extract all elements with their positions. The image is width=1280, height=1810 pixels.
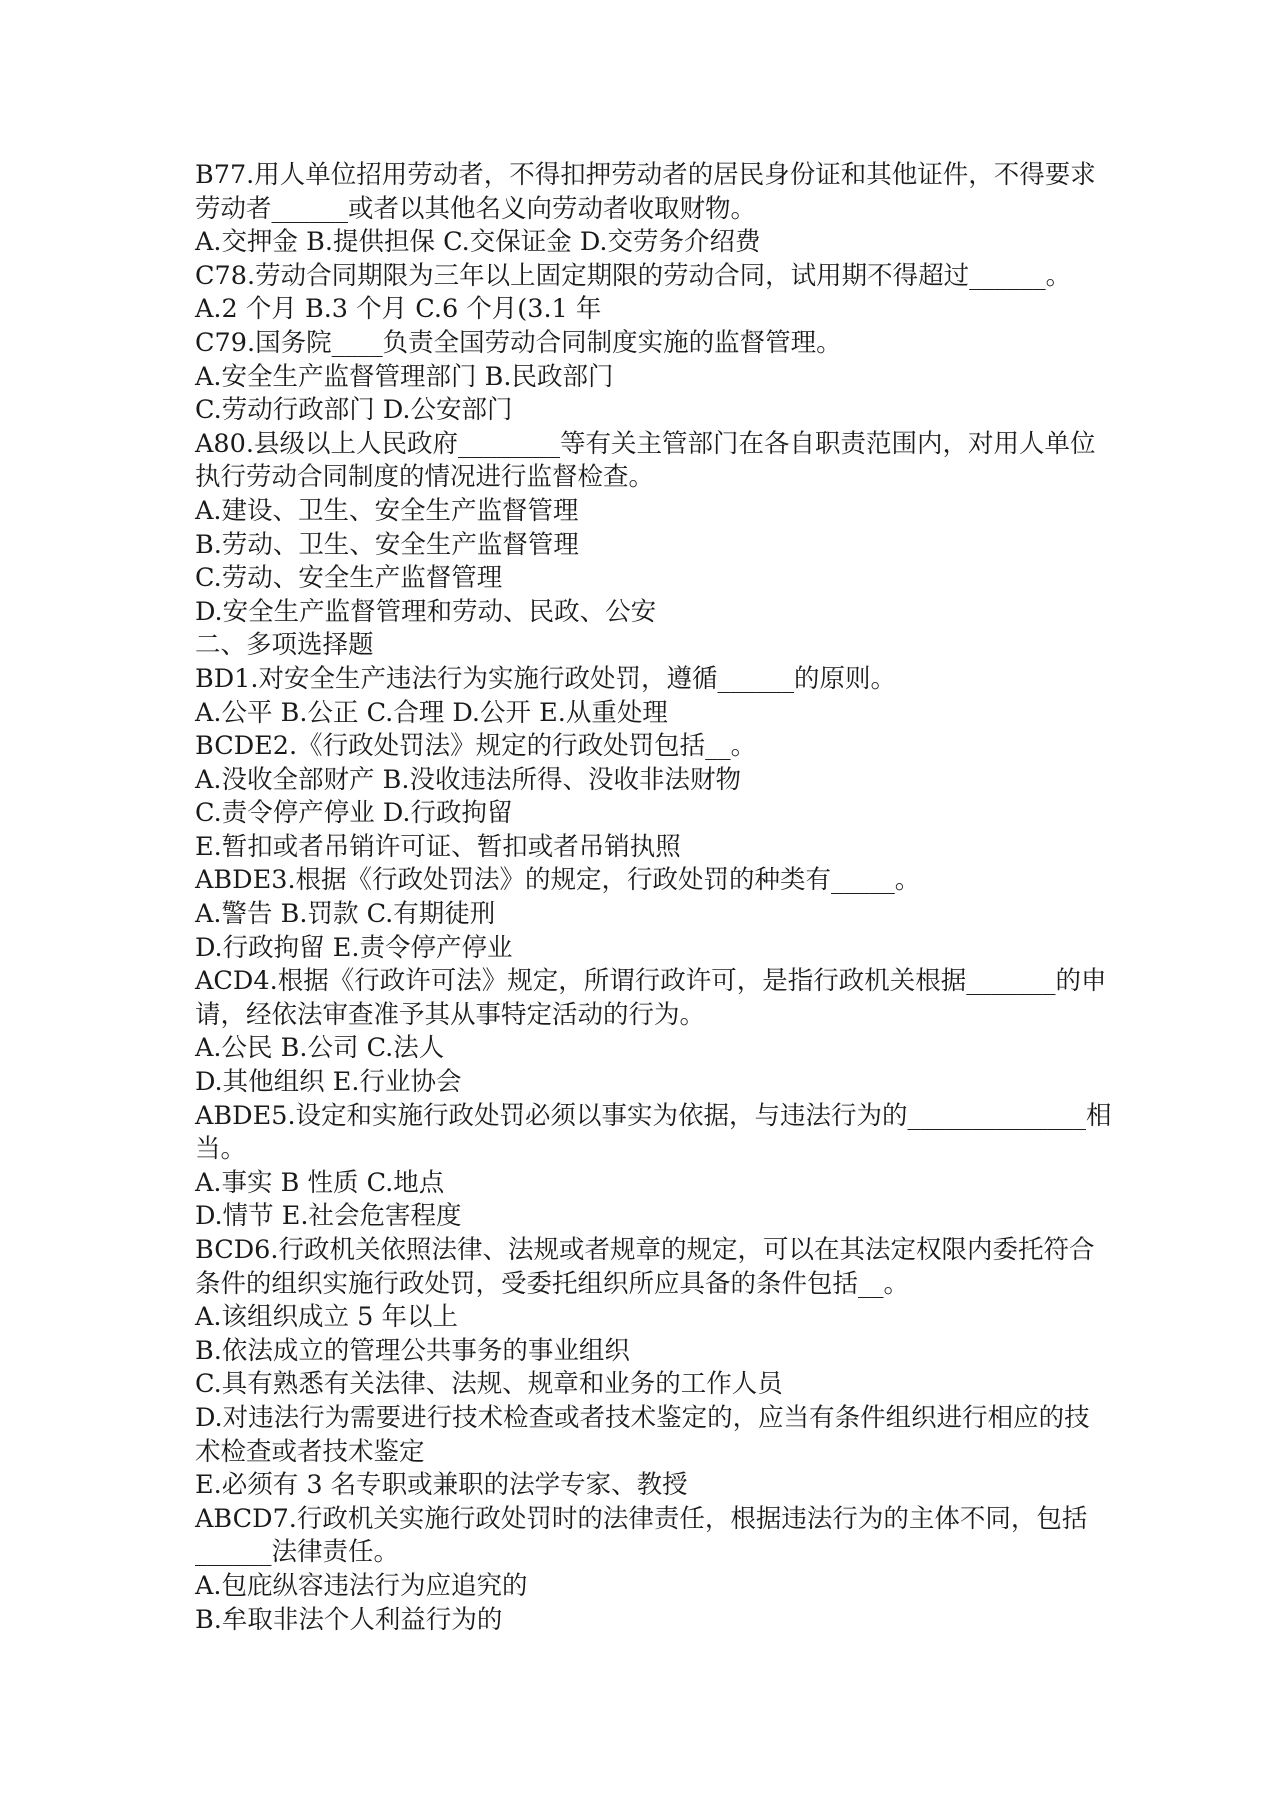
option-line: A.公平 B.公正 C.合理 D.公开 E.从重处理 xyxy=(195,697,668,728)
question-stem-line: BD1.对安全生产违法行为实施行政处罚，遵循______的原则。 xyxy=(195,663,897,694)
option-line: A.交押金 B.提供担保 C.交保证金 D.交劳务介绍费 xyxy=(195,227,761,258)
option-line: E.暂扣或者吊销许可证、暂扣或者吊销执照 xyxy=(195,831,681,862)
option-line: E.必须有 3 名专职或兼职的法学专家、教授 xyxy=(195,1470,688,1501)
question-stem-line: 请，经依法审查准予其从事特定活动的行为。 xyxy=(195,999,706,1030)
question-stem-line: ABCD7.行政机关实施行政处罚时的法律责任，根据违法行为的主体不同，包括 xyxy=(195,1503,1088,1534)
option-line: A.公民 B.公司 C.法人 xyxy=(195,1033,445,1064)
option-line: A.安全生产监督管理部门 B.民政部门 xyxy=(195,361,614,392)
question-stem-line: B77.用人单位招用劳动者，不得扣押劳动者的居民身份证和其他证件，不得要求 xyxy=(195,160,1096,190)
option-line: C.具有熟悉有关法律、法规、规章和业务的工作人员 xyxy=(195,1369,783,1400)
option-line: A.该组织成立 5 年以上 xyxy=(195,1302,458,1333)
option-line: B.牟取非法个人利益行为的 xyxy=(195,1604,503,1635)
option-line: B.劳动、卫生、安全生产监督管理 xyxy=(195,529,579,560)
question-stem-line: C78.劳动合同期限为三年以上固定期限的劳动合同，试用期不得超过______。 xyxy=(195,260,1072,291)
question-bcde2 xyxy=(195,730,1195,864)
question-stem-line: ______法律责任。 xyxy=(195,1537,400,1568)
question-stem-line: A80.县级以上人民政府________等有关主管部门在各自职责范围内，对用人单位 xyxy=(195,428,1096,459)
option-line: A.警告 B.罚款 C.有期徒刑 xyxy=(195,899,496,930)
option-line: D.其他组织 E.行业协会 xyxy=(195,1067,462,1098)
section-multiple-choice xyxy=(195,629,1195,663)
question-b77 xyxy=(195,159,1195,260)
question-stem-line: BCDE2.《行政处罚法》规定的行政处罚包括__。 xyxy=(195,731,757,762)
option-line: A.建设、卫生、安全生产监督管理 xyxy=(195,495,579,526)
option-line: A.事实 B 性质 C.地点 xyxy=(195,1167,445,1198)
question-abde3 xyxy=(195,864,1195,965)
question-stem-line: 条件的组织实施行政处罚，受委托组织所应具备的条件包括__。 xyxy=(195,1268,910,1299)
option-line: A.没收全部财产 B.没收违法所得、没收非法财物 xyxy=(195,764,741,795)
option-line: D.行政拘留 E.责令停产停业 xyxy=(195,932,513,963)
question-c78 xyxy=(195,260,1195,327)
question-stem-line: 劳动者______或者以其他名义向劳动者收取财物。 xyxy=(195,193,757,224)
question-abde5 xyxy=(195,1100,1195,1234)
option-line: D.情节 E.社会危害程度 xyxy=(195,1201,462,1232)
option-line: 术检查或者技术鉴定 xyxy=(195,1436,425,1467)
option-line: A.包庇纵容违法行为应追究的 xyxy=(195,1570,528,1601)
option-line: C.劳动行政部门 D.公安部门 xyxy=(195,395,513,426)
question-stem-line: ABDE5.设定和实施行政处罚必须以事实为依据，与违法行为的______________相 xyxy=(195,1100,1112,1131)
question-stem-line: BCD6.行政机关依照法律、法规或者规章的规定，可以在其法定权限内委托符合 xyxy=(195,1235,1095,1265)
question-stem-line: C79.国务院____负责全国劳动合同制度实施的监督管理。 xyxy=(195,327,842,358)
option-line: D.对违法行为需要进行技术检查或者技术鉴定的，应当有条件组织进行相应的技 xyxy=(195,1402,1090,1433)
option-line: C.责令停产停业 D.行政拘留 xyxy=(195,798,513,829)
question-stem-line: 执行劳动合同制度的情况进行监督检查。 xyxy=(195,462,655,493)
section-heading: 二、多项选择题 xyxy=(195,630,374,661)
question-stem-line: ABDE3.根据《行政处罚法》的规定，行政处罚的种类有_____。 xyxy=(195,865,921,896)
question-stem-line: 当。 xyxy=(195,1134,247,1165)
question-a80 xyxy=(195,428,1195,630)
exam-content xyxy=(195,159,1195,1637)
question-acd4 xyxy=(195,965,1195,1099)
option-line: A.2 个月 B.3 个月 C.6 个月(3.1 年 xyxy=(195,294,602,325)
question-bcd6 xyxy=(195,1234,1195,1503)
question-bd1 xyxy=(195,663,1195,730)
question-c79 xyxy=(195,327,1195,428)
question-abcd7 xyxy=(195,1503,1195,1637)
question-stem-line: ACD4.根据《行政许可法》规定，所谓行政许可，是指行政机关根据_______的申 xyxy=(195,966,1107,997)
option-line: B.依法成立的管理公共事务的事业组织 xyxy=(195,1335,630,1366)
option-line: C.劳动、安全生产监督管理 xyxy=(195,563,503,594)
option-line: D.安全生产监督管理和劳动、民政、公安 xyxy=(195,596,657,627)
